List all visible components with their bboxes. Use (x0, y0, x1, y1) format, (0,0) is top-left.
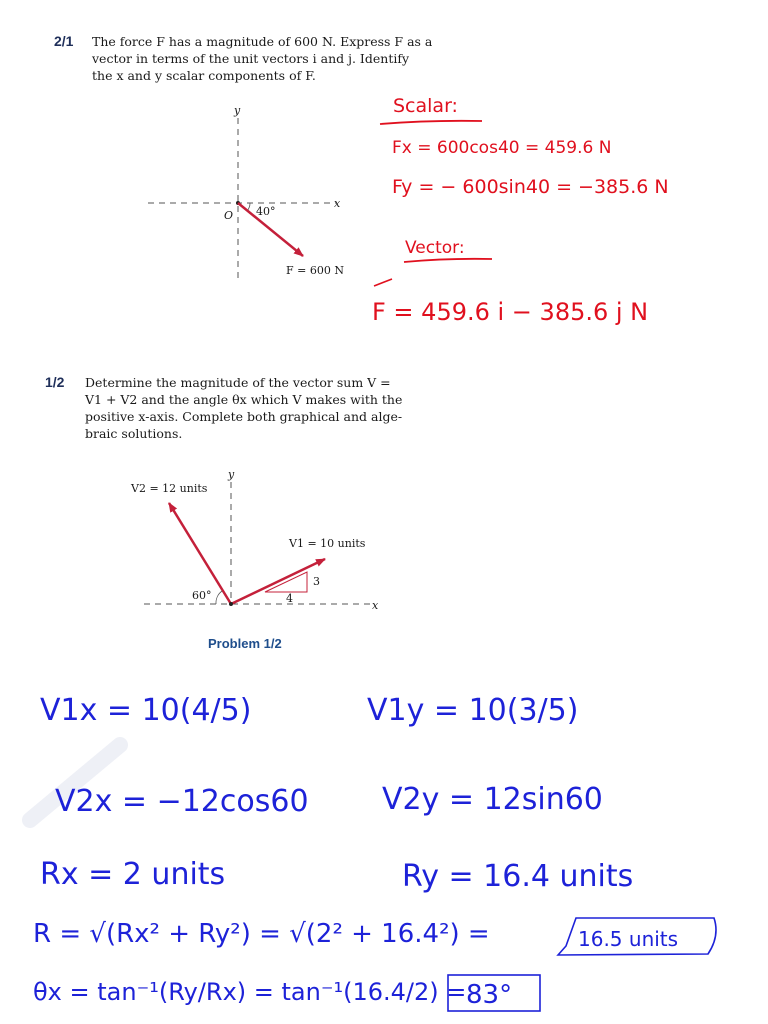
problem-number: 2/1 (54, 33, 74, 49)
v1y-equation: V1y = 10(3/5) (367, 693, 579, 728)
y-axis-label: y (234, 104, 241, 117)
v2-label: V2 = 12 units (131, 482, 208, 495)
v1-label: V1 = 10 units (289, 537, 366, 550)
handwritten-solution-1 (372, 95, 669, 326)
statement-line: V1 + V2 and the angle θx which V makes with the (85, 392, 403, 407)
vector-result: F = 459.6 i − 385.6 j N (372, 298, 649, 326)
y-axis-label: y (228, 468, 235, 481)
magnitude-answer: 16.5 units (578, 927, 679, 951)
angle-arc (216, 591, 222, 604)
magnitude-equation: R = √(Rx² + Ry²) = √(2² + 16.4²) = (33, 919, 490, 949)
statement-line: the x and y scalar components of F. (92, 68, 316, 83)
force-label: F = 600 N (286, 264, 344, 277)
vector-heading: Vector: (405, 238, 465, 258)
fy-equation: Fy = − 600sin40 = −385.6 N (392, 176, 669, 198)
angle-equation: θx = tan⁻¹(Ry/Rx) = tan⁻¹(16.4/2) = (33, 978, 467, 1006)
scalar-heading: Scalar: (393, 95, 458, 117)
v1-vector-arrow (231, 559, 325, 604)
origin-point (229, 602, 233, 606)
v1x-equation: V1x = 10(4/5) (40, 693, 252, 728)
scalar-underline (380, 121, 482, 124)
vector-arrow-icon (374, 279, 392, 286)
figure-caption: Problem 1/2 (208, 636, 282, 651)
slope-triangle (265, 572, 307, 592)
handwritten-solution-2 (33, 693, 716, 1011)
vector-sum-figure (130, 468, 379, 612)
slope-run-label: 4 (286, 592, 293, 605)
vector-underline (404, 259, 492, 262)
angle-label: 60° (192, 589, 212, 602)
fx-equation: Fx = 600cos40 = 459.6 N (392, 138, 612, 158)
slope-rise-label: 3 (313, 575, 320, 588)
v2x-equation: V2x = −12cos60 (55, 784, 309, 819)
angle-answer: 83° (466, 980, 513, 1010)
statement-line: vector in terms of the unit vectors i and j. Identify (92, 51, 410, 66)
x-axis-label: x (334, 197, 341, 210)
statement-line: Determine the magnitude of the vector sum V = (85, 375, 391, 390)
statement-line: The force F has a magnitude of 600 N. Express F as a (92, 34, 433, 49)
rx-result: Rx = 2 units (40, 857, 226, 892)
statement-line: positive x-axis. Complete both graphical and alge- (85, 409, 403, 424)
problem-number: 1/2 (45, 374, 65, 390)
origin-label: O (224, 209, 234, 222)
force-figure (148, 104, 344, 282)
x-axis-label: x (372, 599, 379, 612)
angle-label: 40° (256, 205, 276, 218)
statement-line: braic solutions. (85, 426, 183, 441)
v2y-equation: V2y = 12sin60 (382, 782, 603, 817)
ry-result: Ry = 16.4 units (402, 859, 634, 894)
